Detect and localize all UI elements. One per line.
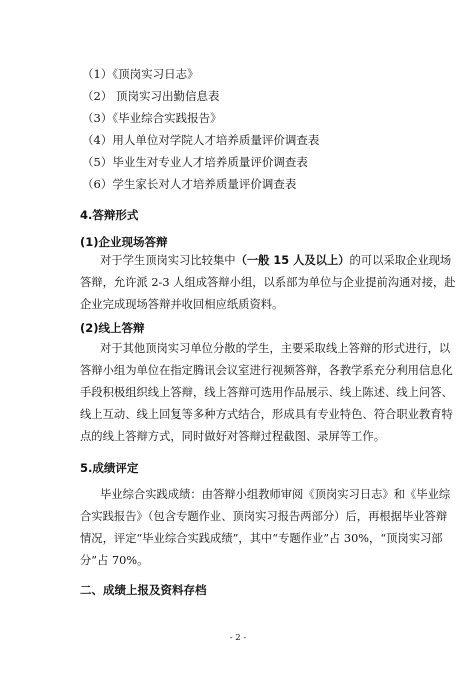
paragraph-online-line-5: 点的线上答辩方式，同时做好对答辩过程截图、录屏等工作。	[80, 430, 386, 443]
paragraph-grading-line-2: 合实践报告》（包含专题作业、顶岗实习报告两部分）后，再根据毕业答辩	[80, 510, 448, 523]
list-item-6: （6）学生家长对人才培养质量评价调查表	[82, 177, 297, 191]
paragraph-onsite-text-a: 对于学生顶岗实习比较集中	[100, 254, 236, 267]
list-item-4: （4）用人单位对学院人才培养质量评价调查表	[82, 133, 320, 147]
list-item-2: （2） 顶岗实习出勤信息表	[82, 89, 220, 103]
subsection-1-heading: (1)企业现场答辩	[80, 235, 168, 249]
paragraph-onsite-line-2: 答辩，允许派 2-3 人组成答辩小组，以系部为单位与企业提前沟通对接，赴	[80, 276, 456, 289]
paragraph-online-line-4: 线上互动、线上回复等多种方式结合，形成具有专业特色、符合职业教育特	[80, 408, 453, 421]
list-item-5: （5）毕业生对专业人才培养质量评价调查表	[82, 155, 308, 169]
subsection-2-heading: (2)线上答辩	[80, 321, 145, 335]
list-item-1: （1）《顶岗实习日志》	[82, 67, 199, 81]
paragraph-onsite-emphasis: （一般 15 人及以上）	[235, 254, 350, 267]
paragraph-onsite-line-3: 企业完成现场答辩并收回相应纸质资料。	[80, 298, 284, 311]
section-4-heading: 4.答辩形式	[80, 208, 139, 222]
paragraph-online-line-3: 手段积极组织线上答辩，线上答辩可选用作品展示、线上陈述、线上问答、	[80, 386, 453, 399]
paragraph-grading-line-1: 毕业综合实践成绩：由答辩小组教师审阅《顶岗实习日志》和《毕业综	[100, 488, 451, 501]
paragraph-onsite-text-b: 的可以采取企业现场	[349, 254, 452, 267]
section-5-heading: 5.成绩评定	[80, 461, 139, 475]
list-item-3: （3）《毕业综合实践报告》	[82, 111, 222, 125]
paragraph-grading-line-3: 情况，评定“毕业综合实践成绩”，其中“专题作业”占 30%，“顶岗实习部	[80, 532, 443, 545]
paragraph-online-line-1: 对于其他顶岗实习单位分散的学生，主要采取线上答辩的形式进行，以	[100, 342, 451, 355]
paragraph-online-line-2: 答辩小组为单位在指定腾讯会议室进行视频答辩，各教学系充分利用信息化	[80, 364, 453, 377]
paragraph-grading-line-4: 分”占 70%。	[80, 554, 149, 567]
section-final-heading: 二、成绩上报及资料存档	[80, 583, 207, 597]
page-number: - 2 -	[229, 633, 247, 643]
paragraph-onsite-line-1	[100, 254, 451, 268]
